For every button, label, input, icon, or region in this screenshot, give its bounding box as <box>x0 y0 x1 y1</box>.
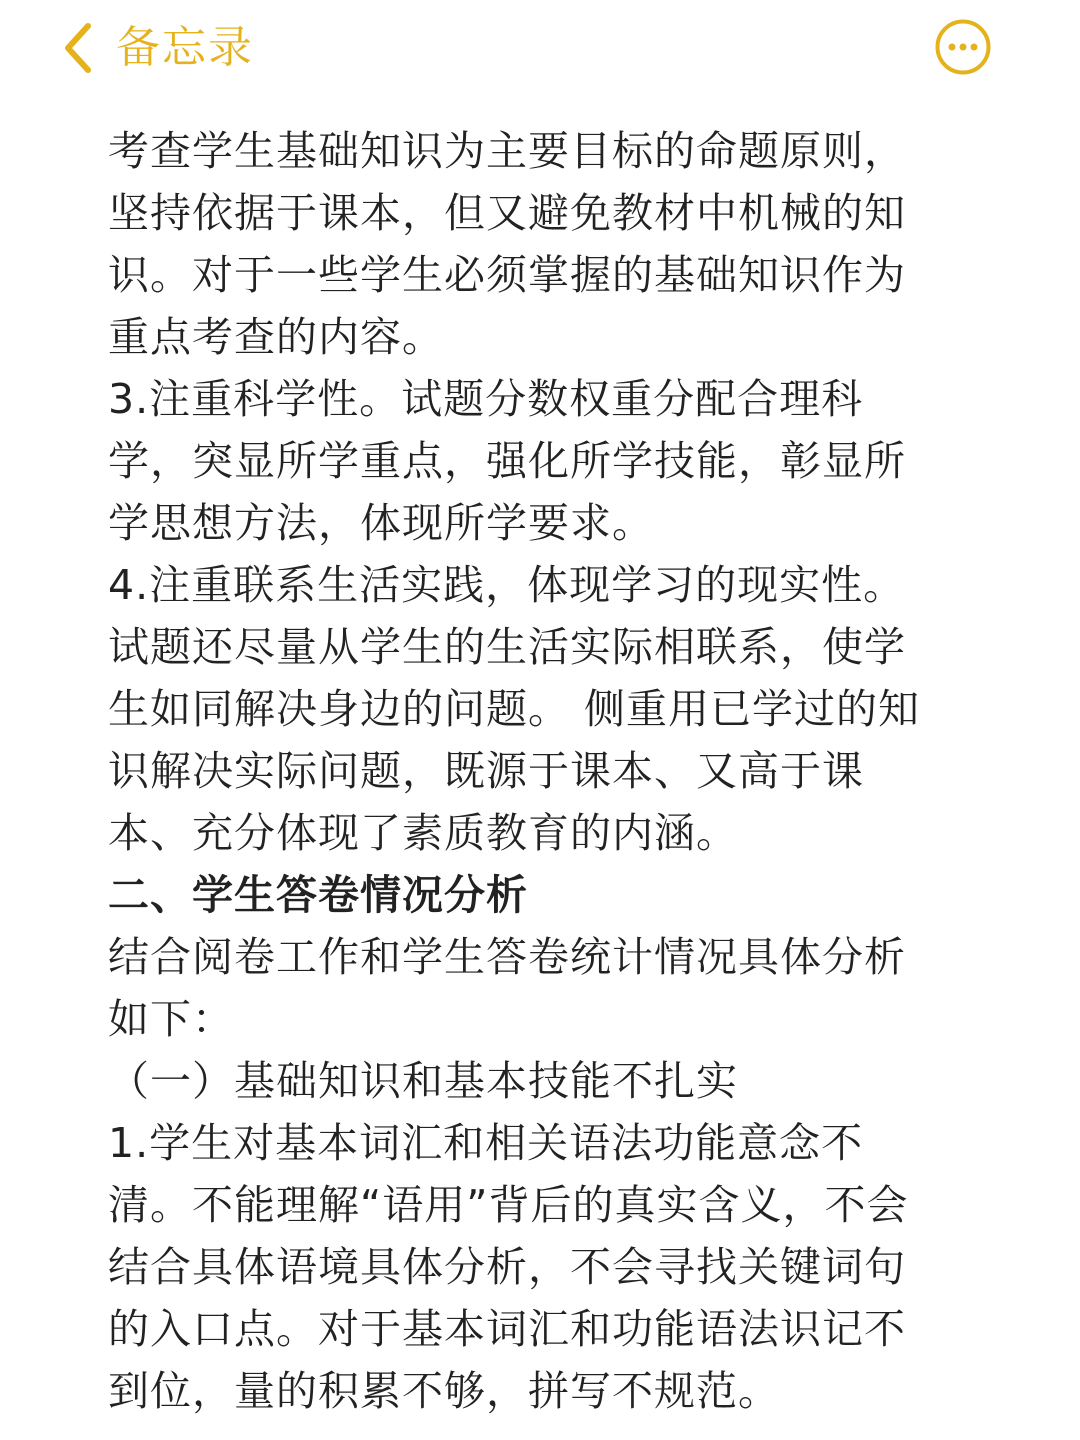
note-line: 到位，量的积累不够，拼写不规范。 <box>108 1367 780 1415</box>
note-line: 学，突显所学重点，强化所学技能，彰显所 <box>108 437 906 485</box>
nav-bar <box>0 0 1080 100</box>
note-line: 识。对于一些学生必须掌握的基础知识作为 <box>108 251 906 299</box>
note-line: 3.注重科学性。试题分数权重分配合理科 <box>108 375 864 423</box>
chevron-left-icon <box>58 20 98 76</box>
note-line: 学思想方法，体现所学要求。 <box>108 499 654 547</box>
ellipsis-circle-icon <box>934 18 992 76</box>
note-line: 结合具体语境具体分析，不会寻找关键词句 <box>108 1243 906 1291</box>
note-line: 本、充分体现了素质教育的内涵。 <box>108 809 738 857</box>
note-line: 坚持依据于课本，但又避免教材中机械的知 <box>108 189 906 237</box>
note-line: 结合阅卷工作和学生答卷统计情况具体分析 <box>108 933 906 981</box>
subsection-heading: （一）基础知识和基本技能不扎实 <box>108 1057 738 1105</box>
note-line: 4.注重联系生活实践，体现学习的现实性。 <box>108 561 906 609</box>
note-line: 识解决实际问题，既源于课本、又高于课 <box>108 747 864 795</box>
section-heading: 二、学生答卷情况分析 <box>108 871 528 919</box>
note-line: 重点考查的内容。 <box>108 313 444 361</box>
note-line: 考查学生基础知识为主要目标的命题原则， <box>108 127 906 175</box>
back-button[interactable] <box>58 18 254 78</box>
nav-title: 备忘录 <box>116 22 254 73</box>
note-line: 试题还尽量从学生的生活实际相联系，使学 <box>108 623 906 671</box>
more-button[interactable] <box>934 18 992 76</box>
note-line: 生如同解决身边的问题。 侧重用已学过的知 <box>108 685 921 733</box>
note-line: 1.学生对基本词汇和相关语法功能意念不 <box>108 1119 864 1167</box>
note-line: 如下： <box>108 995 234 1043</box>
note-line: 清。不能理解“语用”背后的真实含义，不会 <box>108 1181 909 1229</box>
note-line: 的入口点。对于基本词汇和功能语法识记不 <box>108 1305 906 1353</box>
note-body[interactable] <box>108 120 958 1422</box>
